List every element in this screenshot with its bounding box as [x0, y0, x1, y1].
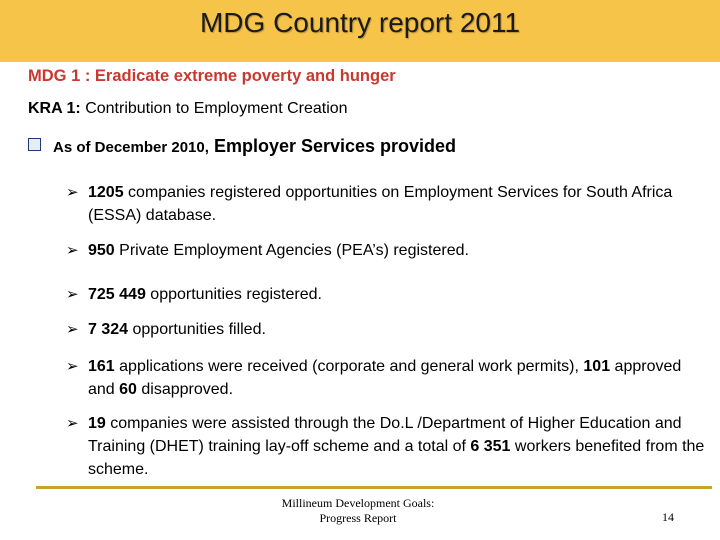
kra-text: Contribution to Employment Creation: [85, 100, 348, 117]
arrow-bullet-icon: ➢: [66, 358, 79, 375]
kra-line: [28, 100, 348, 118]
item-number: 161: [88, 358, 115, 375]
footer-caption: [258, 496, 458, 526]
list-item: [66, 355, 706, 401]
item-number: 60: [119, 381, 137, 398]
item-text: opportunities filled.: [132, 321, 266, 338]
item-number: 7 324: [88, 321, 129, 338]
list-item: [66, 318, 706, 341]
checkbox-bullet-icon: [28, 138, 41, 151]
item-text: Private Employment Agencies (PEA’s) registered.: [119, 242, 469, 259]
list-item: [66, 412, 706, 481]
item-text: applications were received (corporate and general work permits),: [119, 358, 579, 375]
footer-divider: [36, 486, 712, 489]
item-number: 725 449: [88, 286, 146, 303]
main-bullet: [28, 136, 456, 157]
item-number: 101: [583, 358, 611, 375]
arrow-bullet-icon: ➢: [66, 242, 79, 259]
item-text: disapproved.: [141, 381, 234, 398]
item-number: 19: [88, 415, 106, 432]
arrow-bullet-icon: ➢: [66, 415, 79, 432]
main-bullet-rest: Employer Services provided: [213, 136, 457, 156]
slide-title: MDG Country report 2011: [199, 7, 521, 38]
item-text: opportunities registered.: [150, 286, 322, 303]
item-number: 950: [88, 242, 115, 259]
footer-line-2: Progress Report: [319, 511, 397, 525]
list-item: [66, 283, 706, 306]
list-item: [66, 181, 706, 227]
arrow-bullet-icon: ➢: [66, 321, 79, 338]
item-number: 1205: [88, 184, 124, 201]
arrow-bullet-icon: ➢: [66, 286, 79, 303]
kra-label: KRA 1:: [28, 100, 81, 117]
item-text: workers benefited from the scheme.: [88, 438, 705, 478]
page-number: 14: [662, 510, 674, 524]
item-text: companies registered opportunities on Employment Services for South Africa (ESSA) database.: [88, 184, 673, 224]
footer-line-1: Millineum Development Goals:: [281, 496, 435, 510]
item-text: approved and: [88, 358, 682, 398]
main-bullet-lead: As of December 2010,: [53, 139, 209, 156]
item-text: companies were assisted through the Do.L /Department of Higher Education and Training (DHET) training lay-off scheme and a total of: [88, 415, 682, 455]
mdg-heading: MDG 1 : Eradicate extreme poverty and hunger: [28, 67, 396, 85]
item-number: 6 351: [470, 438, 511, 455]
list-item: [66, 239, 706, 262]
arrow-bullet-icon: ➢: [66, 184, 79, 201]
